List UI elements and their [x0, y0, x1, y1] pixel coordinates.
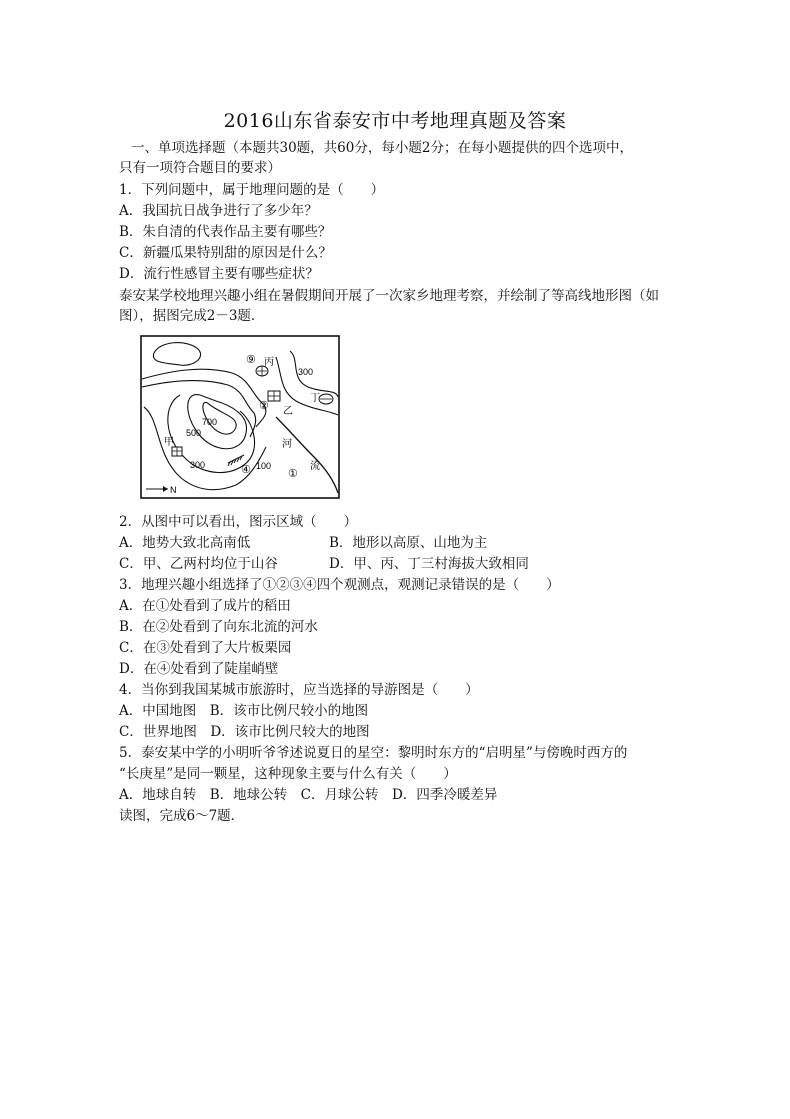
- q4-options-ab: A．中国地图 B．该市比例尺较小的地图: [119, 703, 369, 719]
- q2-option-d: D．甲、丙、丁三村海拔大致相同: [329, 556, 529, 572]
- map-intro: 泰安某学校地理兴趣小组在暑假期间开展了一次家乡地理考察，并绘制了等高线地形图（如: [119, 288, 659, 304]
- point-1: ①: [288, 467, 298, 480]
- q1-option-a: A．我国抗日战争进行了多少年？: [119, 203, 318, 219]
- q1-option-d: D．流行性感冒主要有哪些症状？: [119, 266, 319, 282]
- q3-option-d: D．在④处看到了陡崖峭壁: [119, 661, 279, 677]
- q3-stem: 3．地理兴趣小组选择了①②③④四个观测点，观测记录错误的是（ ）: [119, 577, 560, 593]
- page-title: 2016山东省泰安市中考地理真题及答案: [223, 110, 567, 132]
- q5-stem: 5．泰安某中学的小明听爷爷述说夏日的星空：黎明时东方的“启明星”与傍晚时西方的: [119, 745, 628, 761]
- label-100: 100: [256, 461, 272, 471]
- q3-option-c: C．在③处看到了大片板栗园: [119, 640, 292, 656]
- point-2: ②: [259, 399, 269, 412]
- q4-stem: 4．当你到我国某城市旅游时，应当选择的导游图是（ ）: [119, 682, 479, 698]
- label-300a: 300: [190, 460, 206, 470]
- point-4: ④: [241, 463, 251, 476]
- label-he: 河: [282, 439, 292, 450]
- q5-options: A．地球自转 B．地球公转 C．月球公转 D．四季冷暖差异: [119, 787, 498, 803]
- q3-option-b: B．在②处看到了向东北流的河水: [119, 619, 318, 635]
- label-700: 700: [202, 417, 218, 427]
- section-heading-cont: 只有一项符合题目的要求）: [119, 160, 281, 176]
- q1-option-c: C．新疆瓜果特别甜的原因是什么？: [119, 245, 332, 261]
- map-intro-cont: 图），据图完成2－3题．: [119, 308, 265, 324]
- q1-option-b: B．朱自清的代表作品主要有哪些？: [119, 224, 332, 240]
- label-bing: 丙: [264, 357, 274, 368]
- q2-option-a: A．地势大致北高南低: [119, 535, 251, 551]
- label-300b: 300: [298, 367, 314, 377]
- label-ding: 丁: [310, 393, 320, 404]
- label-jia: 甲: [164, 437, 174, 448]
- next-instruction: 读图，完成6～7题．: [119, 808, 245, 824]
- q2-option-c: C．甲、乙两村均位于山谷: [119, 556, 278, 572]
- label-liu: 流: [310, 461, 320, 472]
- section-heading: 一、单项选择题（本题共30题，共60分，每小题2分；在每小题提供的四个选项中，: [131, 140, 633, 156]
- village-jia: [172, 447, 182, 456]
- q4-options-cd: C．世界地图 D．该市比例尺较大的地图: [119, 724, 370, 740]
- point-3: ⑨: [246, 353, 256, 366]
- q2-stem: 2．从图中可以看出，图示区域（ ）: [119, 514, 358, 530]
- q3-option-a: A．在①处看到了成片的稻田: [119, 598, 291, 614]
- svg-text:N: N: [170, 485, 177, 495]
- q5-stem-cont: “长庚星”是同一颗星，这种现象主要与什么有关（ ）: [119, 766, 457, 782]
- village-ding: [319, 394, 333, 404]
- q1-stem: 1．下列问题中，属于地理问题的是（ ）: [119, 182, 385, 198]
- label-500: 500: [186, 428, 202, 438]
- village-yi: [268, 391, 280, 401]
- q2-option-b: B．地形以高原、山地为主: [329, 535, 488, 551]
- contour-map: [140, 335, 340, 499]
- label-yi: 乙: [283, 406, 293, 417]
